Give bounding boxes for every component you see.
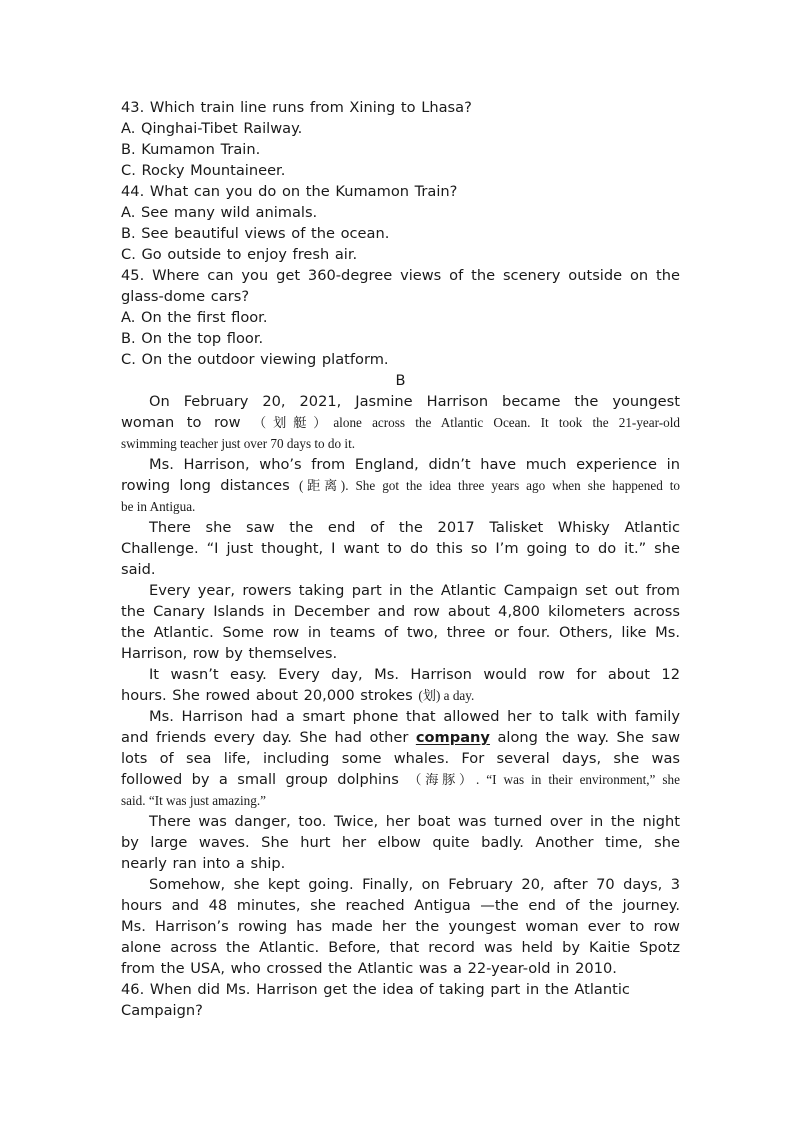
p3-line-3: said. (121, 561, 156, 578)
p4-line-1: Every year, rowers taking part in the Atlantic Campaign set out from (149, 582, 680, 599)
option-44-a: A. See many wild animals. (121, 204, 318, 221)
option-43-b: B. Kumamon Train. (121, 141, 261, 158)
p5-line-2: hours. She rowed about 20,000 strokes (划) a day. (121, 687, 475, 704)
question-46-line-2: Campaign? (121, 1002, 203, 1019)
paragraph-4 (121, 580, 680, 664)
question-45-line-1: 45. Where can you get 360-degree views of the scenery outside on the (121, 267, 680, 284)
p2-line-1: Ms. Harrison, who’s from England, didn’t have much experience in (149, 456, 680, 473)
question-43: 43. Which train line runs from Xining to Lhasa? (121, 99, 472, 116)
p2-line-2: rowing long distances (距离). She got the idea three years ago when she happened to (121, 477, 681, 494)
p6-line-1: Ms. Harrison had a smart phone that allowed her to talk with family (149, 708, 680, 725)
question-45-line-2: glass-dome cars? (121, 288, 250, 305)
option-43-c: C. Rocky Mountaineer. (121, 162, 286, 179)
underlined-word-company: company (415, 729, 490, 746)
option-44-c: C. Go outside to enjoy fresh air. (121, 246, 358, 263)
p8-line-3: Ms. Harrison’s rowing has made her the youngest woman ever to row (121, 918, 680, 935)
p4-line-3: the Atlantic. Some row in teams of two, three or four. Others, like Ms. (121, 624, 680, 641)
paragraph-1 (121, 391, 680, 454)
paragraph-2 (121, 454, 680, 517)
p1-line-1: On February 20, 2021, Jasmine Harrison became the youngest (149, 393, 680, 410)
p6-line-4: followed by a small group dolphins （海豚）. “I was in their environment,” she (121, 771, 680, 788)
paragraph-6 (121, 706, 680, 811)
p8-line-2: hours and 48 minutes, she reached Antigua —the end of the journey. (121, 897, 680, 914)
option-45-c: C. On the outdoor viewing platform. (121, 351, 389, 368)
p7-line-2: by large waves. She hurt her elbow quite badly. Another time, she (121, 834, 680, 851)
question-44: 44. What can you do on the Kumamon Train? (121, 183, 458, 200)
p3-line-2: Challenge. “I just thought, I want to do this so I’m going to do it.” she (121, 540, 680, 557)
paragraph-5 (121, 664, 680, 706)
p8-line-4: alone across the Atlantic. Before, that record was held by Kaitie Spotz (121, 939, 680, 956)
p5-line-1: It wasn’t easy. Every day, Ms. Harrison would row for about 12 (149, 666, 680, 683)
paragraph-7 (121, 811, 680, 874)
p4-line-2: the Canary Islands in December and row about 4,800 kilometers across (121, 603, 680, 620)
p7-line-3: nearly ran into a ship. (121, 855, 286, 872)
option-45-b: B. On the top floor. (121, 330, 264, 347)
p3-line-1: There she saw the end of the 2017 Talisket Whisky Atlantic (149, 519, 680, 536)
section-heading: B (395, 372, 406, 389)
option-44-b: B. See beautiful views of the ocean. (121, 225, 390, 242)
p7-line-1: There was danger, too. Twice, her boat was turned over in the night (149, 813, 680, 830)
paragraph-3 (121, 517, 680, 580)
option-45-a: A. On the first floor. (121, 309, 268, 326)
option-43-a: A. Qinghai-Tibet Railway. (121, 120, 303, 137)
p6-line-2: and friends every day. She had other company along the way. She saw (121, 729, 681, 746)
p8-line-1: Somehow, she kept going. Finally, on February 20, after 70 days, 3 (149, 876, 680, 893)
p2-line-3: be in Antigua. (121, 499, 196, 514)
p4-line-4: Harrison, row by themselves. (121, 645, 338, 662)
document-page (121, 97, 680, 1021)
paragraph-8 (121, 874, 680, 979)
p1-line-3: swimming teacher just over 70 days to do it. (121, 436, 356, 451)
p8-line-5: from the USA, who crossed the Atlantic was a 22-year-old in 2010. (121, 960, 617, 977)
p6-line-5: said. “It was just amazing.” (121, 793, 267, 808)
question-46-line-1: 46. When did Ms. Harrison get the idea of taking part in the Atlantic (121, 981, 630, 998)
p1-line-2: woman to row （划艇）alone across the Atlantic Ocean. It took the 21-year-old (121, 414, 680, 431)
p6-line-3: lots of sea life, including some whales. For several days, she was (121, 750, 680, 767)
